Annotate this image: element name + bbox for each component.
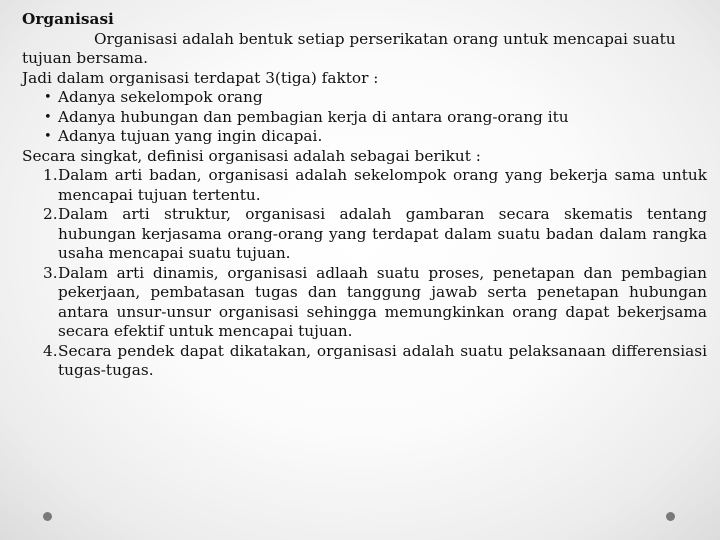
list-number: 3.: [43, 263, 58, 282]
decorative-dot-right: [666, 512, 675, 521]
list-item-text: Dalam arti badan, organisasi adalah sekelompok orang yang bekerja sama untuk mencapai tujuan tertentu.: [58, 166, 707, 204]
factor-list: [22, 88, 707, 147]
list-item: [22, 205, 707, 264]
list-item-text: Dalam arti struktur, organisasi adalah gambaran secara skematis tentang hubungan kerjasama orang-orang yang terdapat dalam suatu badan dalam rangka usaha mencapai suatu tujuan.: [58, 205, 707, 262]
definition-list: [22, 166, 707, 381]
list-number: 4.: [43, 341, 58, 360]
list-item: [22, 166, 707, 205]
page-title: Organisasi: [22, 10, 114, 28]
list-item-text: Adanya tujuan yang ingin dicapai.: [58, 127, 323, 145]
list-item-text: Adanya hubungan dan pembagian kerja di antara orang-orang itu: [58, 107, 569, 126]
bullet-icon: •: [44, 129, 52, 144]
list-number: 1.: [43, 166, 58, 184]
list-item: [22, 127, 707, 147]
bullet-icon: •: [44, 109, 52, 125]
decorative-dot-left: [43, 512, 52, 521]
list-number: 2.: [43, 205, 58, 223]
factors-intro: Jadi dalam organisasi terdapat 3(tiga) faktor :: [22, 68, 379, 87]
bullet-icon: •: [44, 90, 52, 105]
slide-content: [22, 10, 707, 381]
list-item: [22, 264, 707, 342]
intro-paragraph: Organisasi adalah bentuk setiap perserikatan orang untuk mencapai suatu tujuan bersama.: [22, 29, 676, 67]
list-item-text: Secara pendek dapat dikatakan, organisasi adalah suatu pelaksanaan differensiasi tugas-tugas.: [58, 341, 707, 379]
definitions-intro: Secara singkat, definisi organisasi adalah sebagai berikut :: [22, 146, 481, 165]
list-item: [22, 88, 707, 108]
list-item-text: Dalam arti dinamis, organisasi adlaah suatu proses, penetapan dan pembagian pekerjaan, pembatasan tugas dan tanggung jawab serta penetapan hubungan antara unsur-unsur organisasi sehingga memungkinkan orang dapat bekerjsama secara efektif untuk mencapai tujuan.: [58, 263, 707, 340]
list-item-text: Adanya sekelompok orang: [58, 88, 263, 106]
list-item: [22, 108, 707, 128]
list-item: [22, 342, 707, 381]
